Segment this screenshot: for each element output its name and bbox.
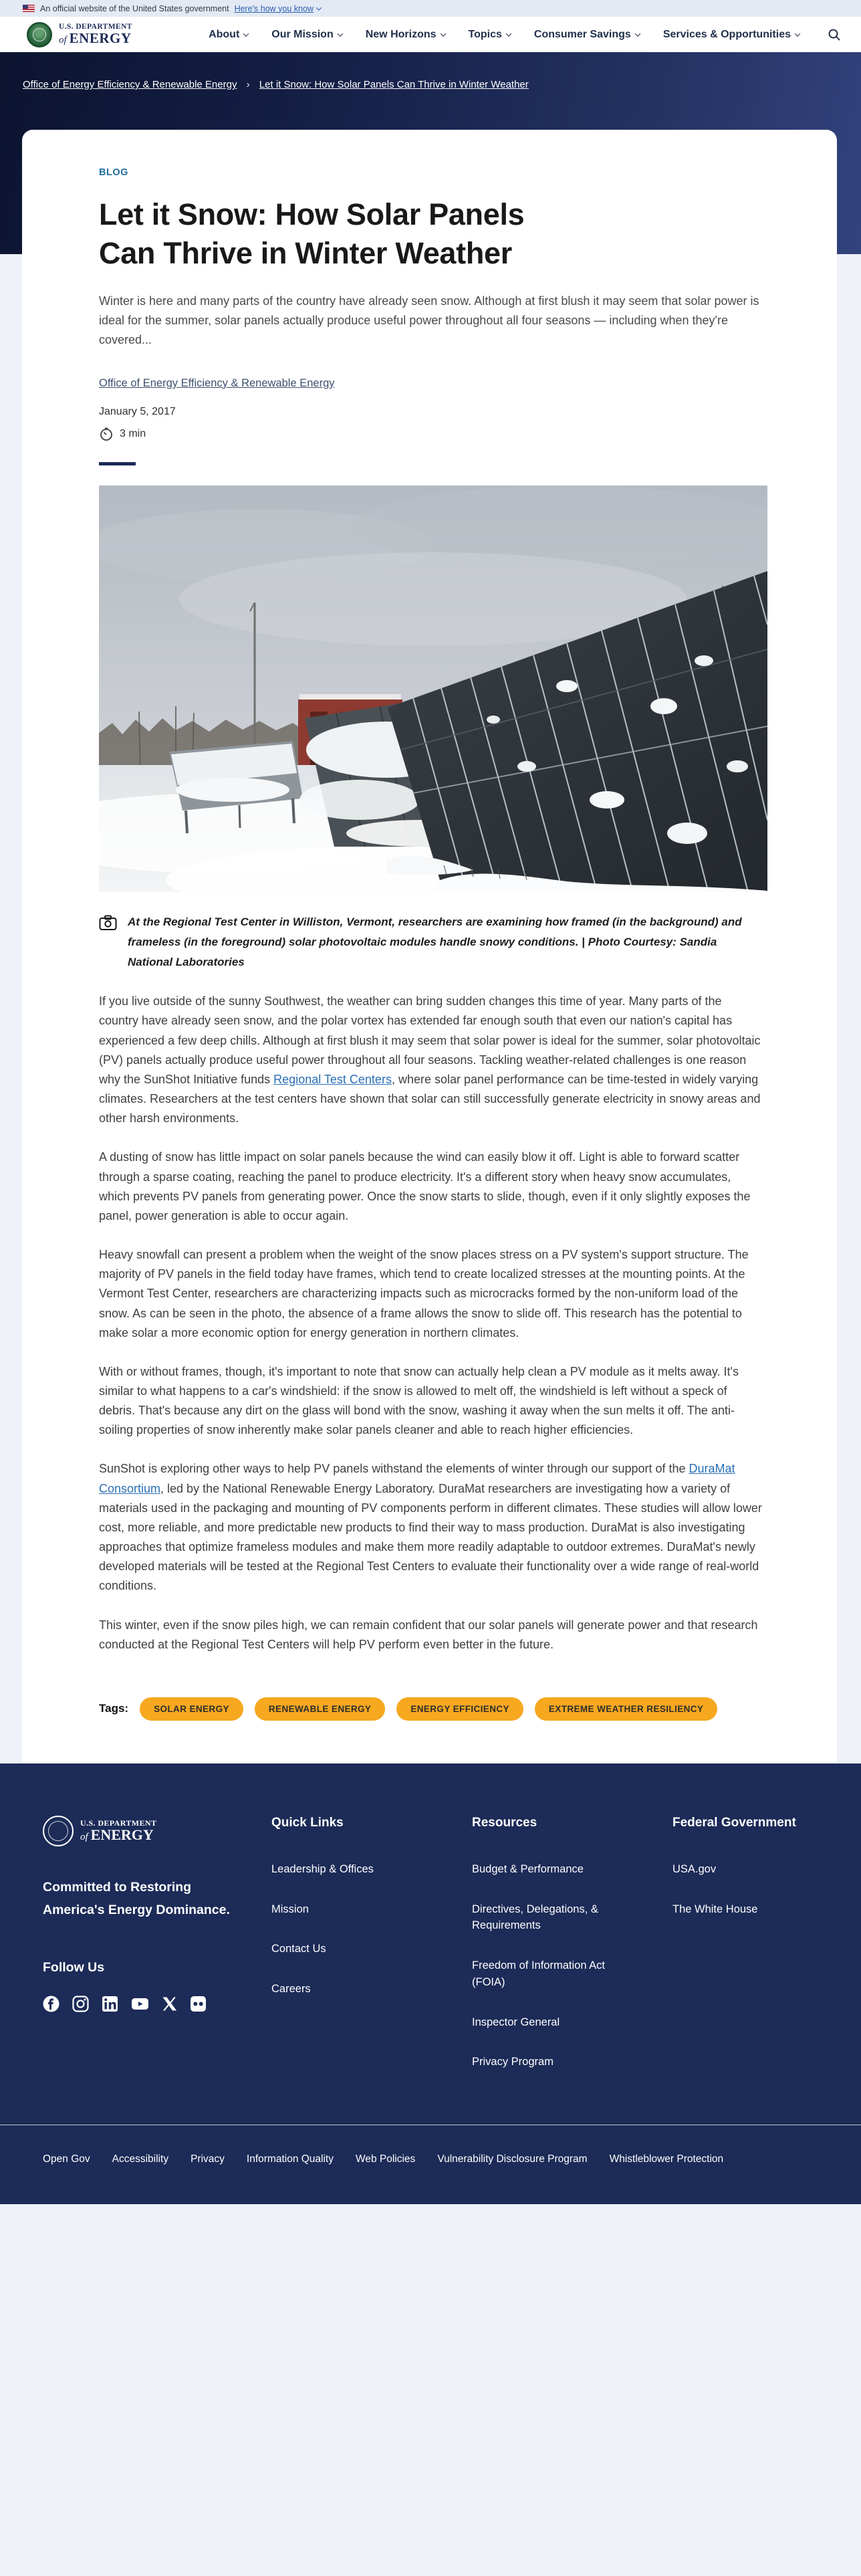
article-paragraph: SunShot is exploring other ways to help PV panels withstand the elements of winter through our support of the DuraMat Consortium, led by the National Renewable Energy Laboratory. DuraMat researchers are investigating how a variety of materials used in the packaging and mounting of PV components perform in different climates. These studies will allow lower cost, more reliable, and more predictable new products to find their way to mass production. DuraMat is also investigating approaches that optimize frameless modules and make them more readily adaptable to outdoor extremes. DuraMat's newly developed materials will be tested at the Regional Test Centers to evaluate their functionality over a wide range of real-world conditions. — [99, 1462, 762, 1593]
footer-link[interactable]: Directives, Delegations, & Requirements — [472, 1903, 598, 1932]
footer-wordmark-energy: ENERGY — [90, 1826, 154, 1844]
nav-item-services-opportunities[interactable]: Services & Opportunities — [663, 29, 800, 41]
nav-item-about[interactable]: About — [209, 29, 248, 41]
doe-wordmark-energy: ENERGY — [69, 30, 132, 47]
x-icon — [162, 1996, 177, 2012]
tags-row — [99, 1697, 763, 1721]
gov-banner-text: An official website of the United States government — [40, 3, 229, 13]
tag-pill[interactable]: SOLAR ENERGY — [140, 1697, 243, 1721]
chevron-down-icon — [337, 31, 342, 36]
footer-doe-wordmark — [80, 1819, 156, 1843]
gov-banner — [0, 0, 861, 17]
clock-icon — [99, 427, 114, 441]
footer-policy-link[interactable]: Whistleblower Protection — [609, 2153, 724, 2165]
site-footer — [0, 1763, 861, 2204]
tag-pill[interactable]: EXTREME WEATHER RESILIENCY — [535, 1697, 717, 1721]
doe-wordmark[interactable] — [59, 23, 132, 46]
chevron-down-icon — [795, 31, 800, 36]
instagram-icon — [72, 1996, 89, 2012]
facebook-icon — [43, 1996, 59, 2012]
x-link[interactable] — [162, 1996, 177, 2012]
chevron-down-icon — [635, 31, 640, 36]
youtube-icon — [131, 1996, 149, 2012]
footer-link[interactable]: Careers — [271, 1983, 311, 1996]
page-bottom-spacer — [0, 2204, 861, 2530]
search-button[interactable] — [828, 28, 841, 41]
flickr-link[interactable] — [190, 1996, 207, 2012]
footer-column — [472, 1816, 632, 2094]
nav-item-consumer-savings[interactable]: Consumer Savings — [534, 29, 640, 41]
blog-kicker: BLOG — [99, 167, 128, 178]
footer-column-heading: Quick Links — [271, 1815, 344, 1830]
main-nav — [209, 29, 800, 41]
footer-policy-link[interactable]: Vulnerability Disclosure Program — [437, 2153, 588, 2165]
footer-policy-link[interactable]: Web Policies — [356, 2153, 416, 2165]
inline-link[interactable]: DuraMat Consortium — [99, 1462, 735, 1495]
footer-bottom-links — [0, 2125, 861, 2204]
camera-icon — [99, 915, 117, 931]
article-photo-solar-panels-snow — [99, 486, 767, 892]
footer-tagline: Committed to Restoring America's Energy Dominance. — [43, 1879, 230, 1917]
chevron-down-icon — [506, 31, 511, 36]
footer-link[interactable]: Mission — [271, 1903, 309, 1915]
us-flag-icon — [23, 5, 35, 12]
read-time-label: 3 min — [120, 427, 146, 439]
facebook-link[interactable] — [43, 1996, 59, 2012]
follow-us-heading: Follow Us — [43, 1960, 105, 1975]
tags-label: Tags: — [99, 1702, 129, 1715]
read-time — [99, 427, 763, 441]
nav-item-new-horizons[interactable]: New Horizons — [366, 29, 445, 41]
footer-link[interactable]: Leadership & Offices — [271, 1862, 374, 1875]
tag-pill[interactable]: ENERGY EFFICIENCY — [396, 1697, 523, 1721]
doe-wordmark-line1: U.S. DEPARTMENT — [59, 23, 132, 31]
footer-link[interactable]: USA.gov — [672, 1862, 717, 1875]
footer-top — [0, 1816, 861, 2094]
youtube-link[interactable] — [131, 1996, 149, 2012]
breadcrumb — [23, 79, 861, 90]
linkedin-icon — [102, 1996, 118, 2012]
social-links — [43, 1996, 245, 2012]
footer-brand-column — [43, 1816, 245, 2094]
doe-seal-icon — [43, 1816, 74, 1846]
tag-pill[interactable]: RENEWABLE ENERGY — [255, 1697, 385, 1721]
footer-link-columns — [245, 1816, 861, 2094]
article-paragraph: Heavy snowfall can present a problem when the weight of the snow places stress on a PV system's support structure. The majority of PV panels in the field today have frames, which tend to create localized stresses at the mounting points. At the Vermont Test Center, researchers are characterizing impacts such as microcracks formed by the non-uniform load of the snow. As can be seen in the photo, the absence of a frame allows the snow to slide off. This research has the potential to make solar a more economic option for energy generation in northern climates. — [99, 1248, 749, 1339]
footer-policy-link[interactable]: Accessibility — [112, 2153, 169, 2165]
heres-how-you-know-link[interactable]: Here's how you know — [235, 4, 321, 13]
footer-link[interactable]: Contact Us — [271, 1943, 326, 1955]
breadcrumb-current-link[interactable]: Let it Snow: How Solar Panels Can Thrive in Winter Weather — [259, 79, 529, 90]
site-header — [0, 17, 861, 52]
footer-column — [672, 1816, 833, 2094]
instagram-link[interactable] — [72, 1996, 89, 2012]
chevron-down-icon — [243, 31, 249, 36]
chevron-down-icon — [440, 31, 445, 36]
article-paragraph: This winter, even if the snow piles high, we can remain confident that our solar panels will generate power and that research conducted at the Regional Test Centers will help PV perform even better in the future. — [99, 1618, 758, 1651]
footer-column-heading: Federal Government — [672, 1815, 796, 1830]
doe-wordmark-of: of — [59, 35, 67, 46]
nav-item-our-mission[interactable]: Our Mission — [271, 29, 342, 41]
linkedin-link[interactable] — [102, 1996, 118, 2012]
article-paragraph: A dusting of snow has little impact on solar panels because the wind can easily blow it off. Light is able to forward scatter through a sparse coating, reaching the panel to produce electricity. It's a different story when heavy snow accumulates, which prevents PV panels from generating power. Once the snow starts to slide, though, even if it only slightly exposes the panel, power generation is able to occur again. — [99, 1150, 751, 1222]
tag-list — [140, 1697, 717, 1721]
footer-doe-logo[interactable] — [43, 1816, 245, 1846]
publish-date: January 5, 2017 — [99, 405, 176, 417]
footer-link[interactable]: Freedom of Information Act (FOIA) — [472, 1959, 606, 1988]
article-paragraph: If you live outside of the sunny Southwest, the weather can bring sudden changes this time of year. Many parts of the country have already seen snow, and the polar vortex has extended far enough south that even our nation's capital has experienced a few deep chills. Although at first blush it may seem that solar power is ideal for the summer, solar photovoltaic (PV) panels actually produce useful power throughout all four seasons. Tackling weather-related challenges is one reason why the SunShot Initiative funds Regional Test Centers, where solar panel performance can be time-tested in widely varying climates. Researchers at the test centers have shown that solar can still successfully generate electricity in snowy areas and other harsh environments. — [99, 994, 761, 1125]
breadcrumb-parent-link[interactable]: Office of Energy Efficiency & Renewable Energy — [23, 79, 237, 90]
footer-column — [271, 1816, 432, 2094]
inline-link[interactable]: Regional Test Centers — [273, 1072, 392, 1086]
breadcrumb-separator: › — [246, 79, 250, 90]
footer-link[interactable]: Inspector General — [472, 2016, 560, 2028]
footer-column-heading: Resources — [472, 1815, 537, 1830]
footer-wordmark-line1: U.S. DEPARTMENT — [80, 1818, 157, 1828]
footer-policy-link[interactable]: Open Gov — [43, 2153, 90, 2165]
footer-link[interactable]: Budget & Performance — [472, 1862, 584, 1875]
footer-policy-link[interactable]: Privacy — [191, 2153, 225, 2165]
footer-policy-link[interactable]: Information Quality — [246, 2153, 334, 2165]
footer-wordmark-of: of — [80, 1832, 88, 1843]
author-link[interactable]: Office of Energy Efficiency & Renewable Energy — [99, 377, 335, 389]
chevron-down-icon — [316, 5, 322, 10]
article-intro: Winter is here and many parts of the country have already seen snow. Although at first blush it may seem that solar power is ideal for the summer, solar panels actually produce useful power throughout all four seasons — including when they're covered... — [99, 294, 759, 347]
nav-item-topics[interactable]: Topics — [469, 29, 511, 41]
photo-caption — [99, 912, 757, 973]
search-icon — [828, 28, 841, 41]
footer-link[interactable]: The White House — [672, 1903, 758, 1915]
photo-caption-text: At the Regional Test Center in Williston, Vermont, researchers are examining how framed (in the background) and frameless (in the foreground) solar photovoltaic modules handle snowy conditions. | Photo Courtesy: Sandia National Laboratories — [128, 915, 742, 969]
doe-seal-logo[interactable] — [27, 22, 52, 47]
article-body — [99, 992, 763, 1654]
article-paragraph: With or without frames, though, it's important to note that snow can actually help clean a PV module as it melts away. It's similar to what happens to a car's windshield: if the snow is allowed to melt off, the windshield is left without a speck of debris. That's because any dirt on the glass will bond with the snow, washing it away when the sun melts it off. The anti-soiling properties of snow inherently make solar panels cleaner and able to reach higher efficiencies. — [99, 1364, 739, 1437]
flickr-icon — [190, 1996, 207, 2012]
accent-divider — [99, 462, 136, 465]
article-card — [22, 130, 837, 1763]
footer-link[interactable]: Privacy Program — [472, 2056, 554, 2068]
page-title: Let it Snow: How Solar Panels Can Thrive in Winter Weather — [99, 197, 525, 271]
